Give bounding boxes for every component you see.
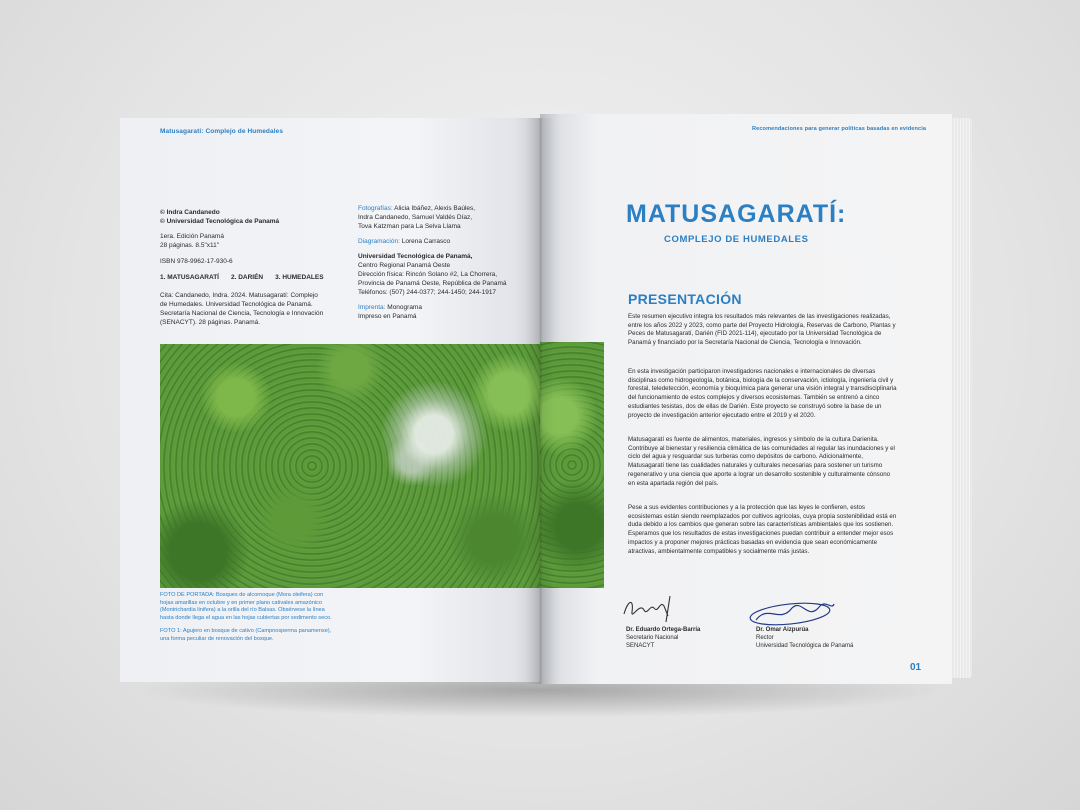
- caption-line: una forma peculiar de renovación del bosque.: [160, 635, 274, 642]
- isbn: ISBN 978-9962-17-930-6: [160, 258, 233, 265]
- forest-aerial-photo: [160, 344, 540, 588]
- signer-org: Universidad Tecnológica de Panamá: [756, 643, 854, 649]
- edition-line: 1era. Edición Panamá: [160, 233, 224, 240]
- signer-role: Secretario Nacional: [626, 635, 679, 641]
- design-name: Lorena Carrasco: [401, 238, 451, 245]
- photos-label: Fotografías:: [358, 205, 393, 212]
- copyright-line: © Indra Candanedo: [160, 209, 220, 216]
- signature-ortega-icon: [620, 592, 690, 626]
- copyright-line: © Universidad Tecnológica de Panamá: [160, 218, 280, 225]
- keyword: 1. MATUSAGARATÍ: [160, 274, 219, 281]
- left-running-head: Matusagaratí: Complejo de Humedales: [160, 128, 284, 135]
- caption-line: FOTO DE PORTADA: Bosques de alcornoque (Mora oleifera) con: [160, 592, 324, 598]
- signer-name: Dr. Omar Aizpurúa: [756, 627, 809, 633]
- credits-block: [358, 204, 528, 321]
- edition-block: [160, 232, 224, 250]
- book-gutter: [526, 118, 554, 684]
- caption-line: hojas amarillas en octubre y en primer plano cativales amazónico: [160, 599, 322, 606]
- paragraph: Este resumen ejecutivo integra los resultados más relevantes de las investigaciones realizadas, entre los años 2022 y 2023, como parte del Proyecto Hidrología, Reservas de Carbono, Plantas y Peces de Matusagaratí, Darién (FID 2021-114), ejecutado por la Universidad Tecnológica de Panamá y financiado por la Secretaría Nacional de Ciencia, Tecnología e Innovación.: [628, 313, 896, 347]
- signer-name: Dr. Eduardo Ortega-Barría: [626, 627, 701, 633]
- caption-photo1: [160, 628, 360, 643]
- paragraph: Pese a sus evidentes contribuciones y a la protección que las leyes le confieren, estos ecosistemas están siendo reemplazados por cultivos agrícolas, cuya propia sostenibilidad está en duda debido a los cambios que generan sobre las características ambientales que los sostienen. Esperamos que los resultados de estas investigaciones puedan contribuir a entender mejor esos impactos y a proponer mejores prácticas basadas en evidencia que sean económicamente atractivas, ambientalmente compatibles y socialmente más justas.: [628, 504, 897, 555]
- citation-line: Cita: Candanedo, Indra. 2024. Matusagaratí: Complejo: [160, 292, 318, 299]
- citation-block: [160, 291, 360, 327]
- design-label: Diagramación:: [358, 238, 400, 245]
- institution-line: Dirección física: Rincón Solano #2, La Chorrera,: [358, 271, 498, 278]
- copyright-block: [160, 208, 279, 226]
- institution-line: Centro Regional Panamá Oeste: [358, 262, 451, 269]
- caption-line: hasta donde llega el agua en las hojas cubiertas por sedimento seco.: [160, 614, 332, 621]
- keyword: 2. DARIÉN: [230, 274, 264, 281]
- institution-line: Provincia de Panamá Oeste, República de Panamá: [358, 280, 507, 287]
- institution-line: Universidad Tecnológica de Panamá,: [358, 253, 473, 260]
- signer-ortega: [626, 626, 700, 650]
- caption-cover: [160, 592, 360, 622]
- paragraph: En esta investigación participaron investigadores nacionales e internacionales de diversas disciplinas como hidrogeología, botánica, biología de la conservación, ictiología, ingeniería civil y forestal, teledetección, economía y bioquímica para generar una visión integral y transdisciplinaria del funcionamiento de estos complejos y diversos ecosistemas. También se entrenó a cinco estudiantes tesistas, dos de ellas de Darién. Este proyecto se construyó sobre la base de un proyecto de investigación anterior ejecutado entre el 2019 y el 2020.: [628, 368, 897, 419]
- photos-names-line: Alicia Ibáñez, Alexis Baúles,: [394, 205, 476, 212]
- institution-line: Teléfonos: (507) 244-0377; 244-1450; 244-1917: [358, 289, 497, 296]
- citation-line: (SENACYT). 28 páginas. Panamá.: [160, 319, 261, 326]
- section-heading: PRESENTACIÓN: [628, 291, 742, 307]
- signer-aizpurua: [756, 626, 853, 650]
- printer-label: Imprenta:: [358, 304, 386, 311]
- paragraph: Matusagaratí es fuente de alimentos, materiales, ingresos y símbolo de la cultura Darienita. Contribuye al bienestar y resiliencia climática de las comunidades al regular las inundaciones y el ciclo del agua y resguardar sus turberas como depósitos de carbono. Adicionalmente, Matusagaratí tiene las cualidades naturales y culturales necesarias para sostener un turismo regenerativo y una ciencia que aporte a lograr un desarrollo sostenible y culturalmente cónsono en esta apartada región del país.: [628, 436, 895, 487]
- right-running-head: Recomendaciones para generar políticas basadas en evidencia: [752, 126, 927, 132]
- signer-role: Rector: [756, 635, 774, 641]
- document-title: MATUSAGARATÍ:: [626, 200, 847, 228]
- document-subtitle: COMPLEJO DE HUMEDALES: [664, 234, 809, 245]
- signer-org: SENACYT: [626, 643, 655, 649]
- printer-name: Monograma: [387, 304, 422, 311]
- citation-line: de Humedales. Universidad Tecnológica de Panamá.: [160, 301, 313, 308]
- citation-line: Secretaría Nacional de Ciencia, Tecnología e Innovación: [160, 310, 324, 317]
- page-number: 01: [910, 662, 922, 673]
- caption-line: FOTO 1: Agujero en bosque de cativo (Campnosperma panamense),: [160, 628, 332, 634]
- printed-in: Impreso en Panamá: [358, 313, 417, 320]
- right-page: [540, 114, 952, 684]
- keyword: 3. HUMEDALES: [275, 274, 324, 281]
- keywords: [160, 273, 350, 282]
- photos-names-line: Tova Katzman para La Selva Llama: [358, 223, 461, 230]
- photos-names-line: Indra Candanedo, Samuel Valdés Díaz,: [358, 214, 473, 221]
- caption-line: (Montrichardia linifera) a la orilla del río Balsas. Obsérvese la línea: [160, 607, 325, 613]
- edition-line: 28 páginas. 8.5"x11": [160, 242, 220, 249]
- left-page: [120, 118, 540, 682]
